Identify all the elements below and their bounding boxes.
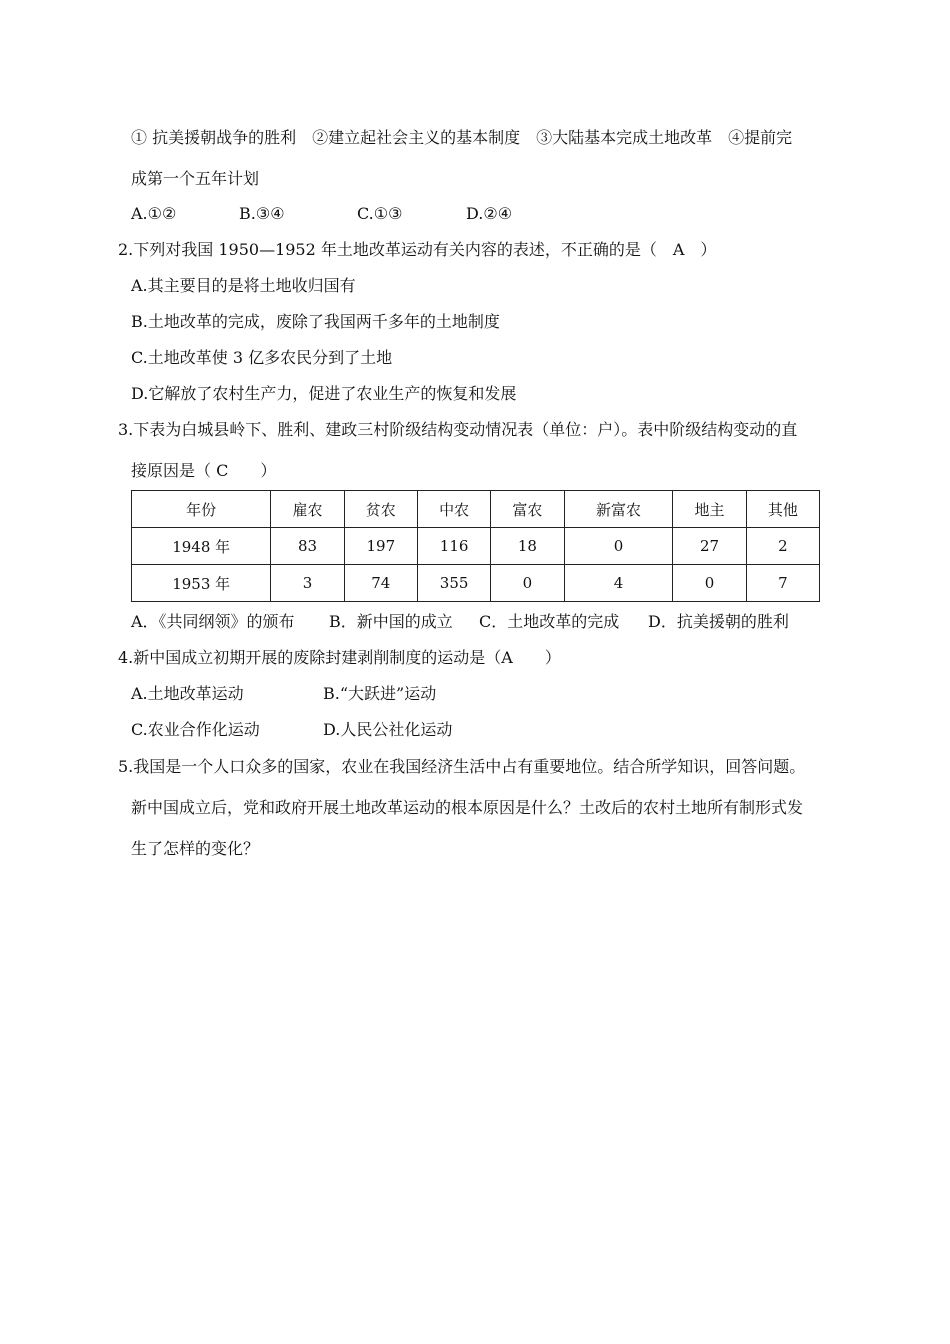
carry-over-line-1: ① 抗美援朝战争的胜利 ②建立起社会主义的基本制度 ③大陆基本完成土地改革 ④提前完	[131, 128, 793, 147]
table-cell: 116	[417, 528, 490, 565]
option-a: A.①②	[131, 204, 177, 223]
table-cell: 355	[417, 565, 490, 602]
table-cell: 83	[271, 528, 344, 565]
table-cell: 27	[673, 528, 746, 565]
table-cell: 3	[271, 565, 344, 602]
q2-option-d: D.它解放了农村生产力，促进了农业生产的恢复和发展	[131, 384, 517, 403]
q4-options-row-1	[131, 684, 436, 704]
table-cell: 1948 年	[132, 528, 271, 565]
q5-line-1: 5.我国是一个人口众多的国家，农业在我国经济生活中占有重要地位。结合所学知识，回答问题。	[118, 757, 806, 776]
table-header-row	[132, 491, 820, 528]
table-cell: 0	[673, 565, 746, 602]
table-cell: 4	[564, 565, 673, 602]
table-header-cell: 富农	[491, 491, 564, 528]
q4-option-c: C.农业合作化运动	[131, 720, 260, 739]
q3-stem-line-2: 接原因是（ C ）	[131, 461, 277, 480]
table-header-cell: 雇农	[271, 491, 344, 528]
table-row	[132, 528, 820, 565]
table-cell: 197	[344, 528, 417, 565]
option-c: C.①③	[357, 204, 403, 223]
q5-line-2: 新中国成立后，党和政府开展土地改革运动的根本原因是什么？土改后的农村土地所有制形式发	[131, 798, 804, 817]
table-header-cell: 年份	[132, 491, 271, 528]
q2-option-b: B.土地改革的完成，废除了我国两千多年的土地制度	[131, 312, 500, 331]
table-header-cell: 其他	[746, 491, 819, 528]
q2-stem: 2.下列对我国 1950—1952 年土地改革运动有关内容的表述，不正确的是（ A ）	[118, 240, 717, 259]
table-header-cell: 贫农	[344, 491, 417, 528]
q3-options	[131, 612, 789, 632]
table-cell: 18	[491, 528, 564, 565]
q2-option-a: A.其主要目的是将土地收归国有	[131, 276, 356, 295]
class-structure-table	[131, 490, 820, 602]
q4-option-d: D.人民公社化运动	[323, 720, 453, 739]
q2-option-c: C.土地改革使 3 亿多农民分到了土地	[131, 348, 393, 367]
q4-option-a: A.土地改革运动	[131, 684, 244, 703]
carry-over-line-2: 成第一个五年计划	[131, 169, 260, 188]
option-d: D.②④	[466, 204, 513, 223]
option-b: B.③④	[239, 204, 285, 223]
q4-option-b: B.“大跃进”运动	[323, 684, 437, 703]
q3-option-d: D．抗美援朝的胜利	[648, 612, 789, 631]
table-header-cell: 地主	[673, 491, 746, 528]
table-row	[132, 565, 820, 602]
q3-option-a: A．《共同纲领》的颁布	[131, 612, 295, 631]
q3-stem-line-1: 3.下表为白城县岭下、胜利、建政三村阶级结构变动情况表（单位：户）。表中阶级结构变动的直	[118, 420, 798, 439]
table-header-cell: 中农	[417, 491, 490, 528]
table-cell: 0	[491, 565, 564, 602]
table-cell: 0	[564, 528, 673, 565]
carry-over-options	[131, 204, 512, 224]
q5-line-3: 生了怎样的变化？	[131, 839, 260, 858]
q4-stem: 4.新中国成立初期开展的废除封建剥削制度的运动是（A ）	[118, 648, 561, 667]
q3-option-b: B．新中国的成立	[329, 612, 453, 631]
table-cell: 2	[746, 528, 819, 565]
q3-option-c: C．土地改革的完成	[479, 612, 620, 631]
table-header-cell: 新富农	[564, 491, 673, 528]
table-cell: 74	[344, 565, 417, 602]
q4-options-row-2	[131, 720, 452, 740]
table-cell: 7	[746, 565, 819, 602]
table-cell: 1953 年	[132, 565, 271, 602]
